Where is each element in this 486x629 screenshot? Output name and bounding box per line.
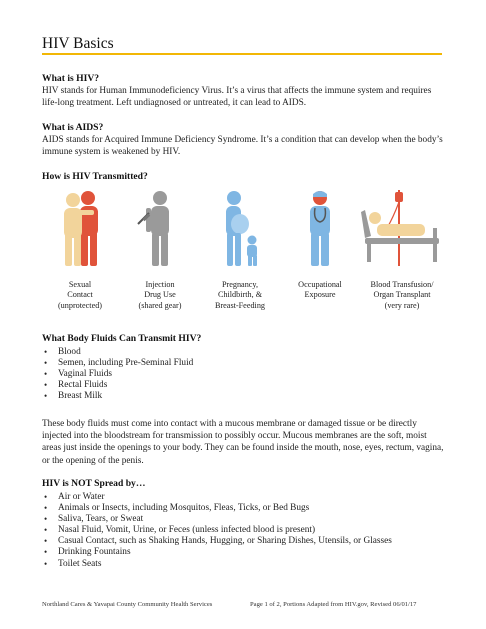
caption-line: Exposure <box>304 290 336 300</box>
body-fluids-list <box>42 347 193 402</box>
transmission-item-pregnancy <box>200 188 280 311</box>
list-item: • Drinking Fountains <box>44 547 131 558</box>
transmission-item-sexual <box>40 188 120 311</box>
caption-line: (unprotected) <box>57 300 103 310</box>
footer-left: Northland Cares & Yavapai County Community Health Services <box>42 601 213 608</box>
footer-right: Page 1 of 2, Portions Adapted from HIV.gov, Revised 06/01/17 <box>250 601 417 608</box>
occupational-icon <box>280 188 360 268</box>
transmission-icons <box>42 188 444 338</box>
what-is-hiv-text: HIV stands for Human Immunodeficiency Virus. It’s a virus that affects the immune system and requires life-long treatment. Left undiagnosed or untreated, it can lead to AIDS. <box>42 86 432 109</box>
caption-line: Blood Transfusion/ <box>370 280 434 289</box>
pregnancy-icon <box>200 188 280 268</box>
transmission-item-occupational <box>280 188 360 301</box>
list-item: • Nasal Fluid, Vomit, Urine, or Feces (unless infected blood is present) <box>44 525 316 536</box>
list-item: • Rectal Fluids <box>44 380 108 391</box>
not-spread-heading: HIV is NOT Spread by… <box>42 478 146 489</box>
caption-line: Drug Use <box>144 290 176 300</box>
list-item: • Saliva, Tears, or Sweat <box>44 514 144 525</box>
caption-line: Pregnancy, <box>221 280 259 289</box>
transmission-item-transfusion <box>357 188 447 311</box>
list-item: • Breast Milk <box>44 391 103 402</box>
what-is-hiv-heading: What is HIV? <box>42 73 100 84</box>
injection-icon <box>120 188 200 268</box>
transmission-heading: How is HIV Transmitted? <box>42 171 148 182</box>
transfusion-icon <box>357 188 447 268</box>
caption-line: Occupational <box>298 280 342 289</box>
list-item: • Blood <box>44 347 81 357</box>
list-item: • Semen, including Pre-Seminal Fluid <box>44 358 194 369</box>
list-item: • Animals or Insects, including Mosquitos, Fleas, Ticks, or Bed Bugs <box>44 503 310 514</box>
caption-line: (very rare) <box>384 300 420 310</box>
body-fluids-heading: What Body Fluids Can Transmit HIV? <box>42 333 202 344</box>
title-rule <box>42 53 442 55</box>
page-title: HIV Basics <box>42 35 114 52</box>
caption-line: Organ Transplant <box>373 290 431 300</box>
sexual-contact-icon <box>40 188 120 268</box>
transmission-item-injection <box>120 188 200 311</box>
caption-line: Sexual <box>68 280 92 289</box>
caption-line: Childbirth, & <box>217 290 263 300</box>
what-is-aids-text: AIDS stands for Acquired Immune Deficiency Syndrome. It’s a condition that can develop when the body’s immune system is weakened by HIV. <box>42 135 443 158</box>
list-item: • Air or Water <box>44 492 105 502</box>
caption-line: Injection <box>145 280 175 289</box>
what-is-aids-heading: What is AIDS? <box>42 122 104 133</box>
body-fluids-text: These body fluids must come into contact with a mucous membrane or damaged tissue or be directly injected into the bloodstream for transmission to possibly occur. Mucous membranes are the soft, moist areas just inside the openings to your body. They can be found inside the mouth, nose, eyes, rectum, vagina, or the opening of the penis. <box>42 419 444 466</box>
not-spread-list <box>42 492 392 570</box>
list-item: • Casual Contact, such as Shaking Hands, Hugging, or Sharing Dishes, Utensils, or Glasses <box>44 536 392 547</box>
caption-line: (shared gear) <box>138 300 182 310</box>
caption-line: Contact <box>67 290 93 300</box>
list-item: • Vaginal Fluids <box>44 369 112 380</box>
caption-line: Breast-Feeding <box>214 300 266 310</box>
list-item: • Toilet Seats <box>44 558 102 569</box>
